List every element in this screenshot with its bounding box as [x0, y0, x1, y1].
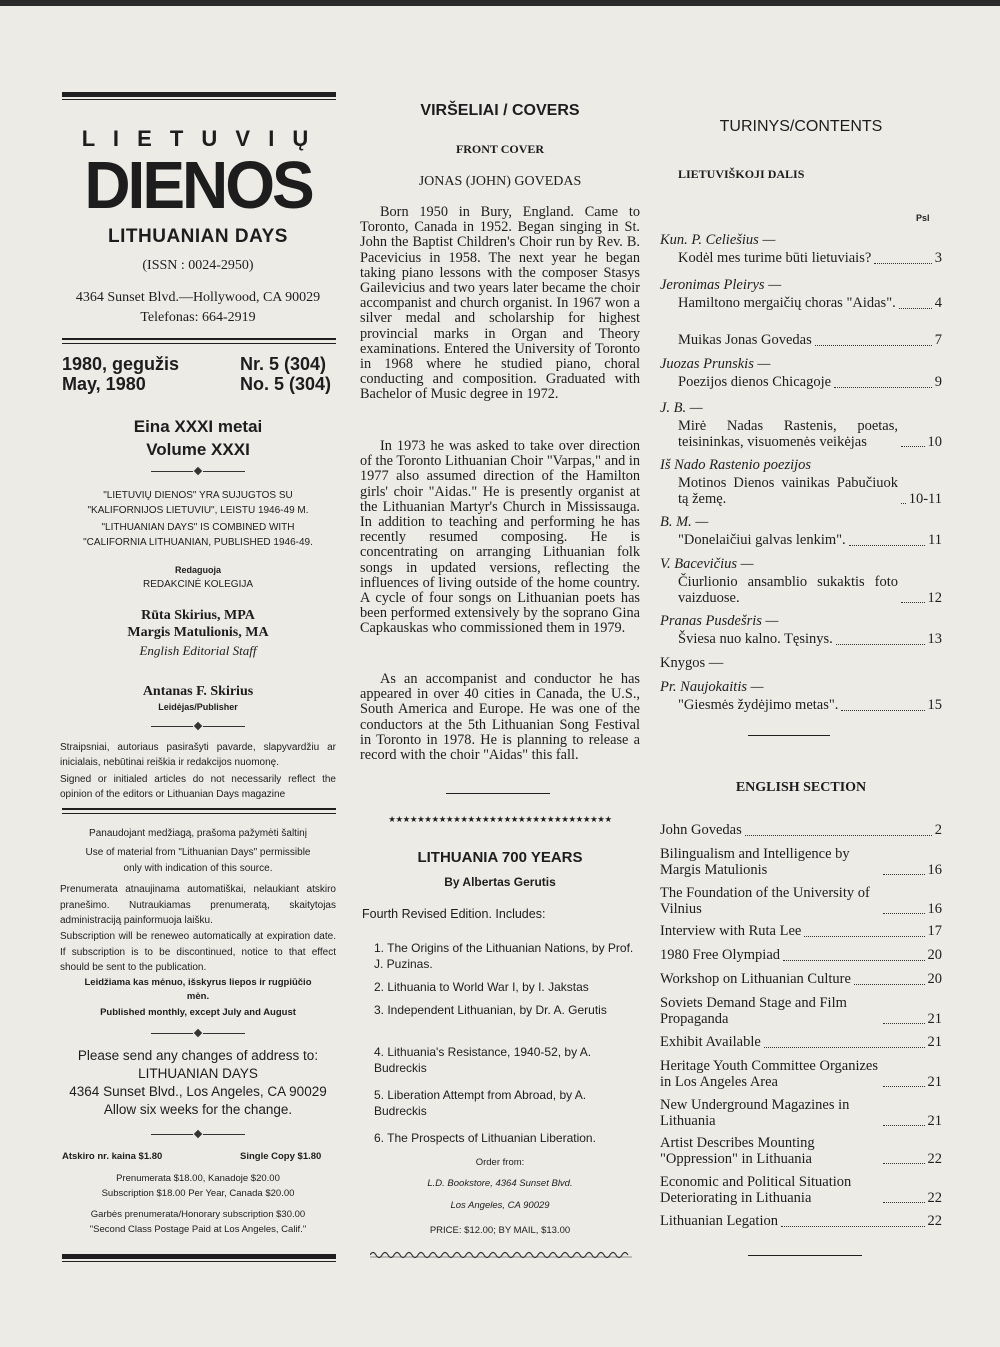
single-copy-lt: Atskiro nr. kaina $1.80 [62, 1151, 163, 1162]
masthead-phone: Telefonas: 664-2919 [140, 310, 256, 325]
covers-end-rule [446, 793, 550, 794]
en-toc-title: Soviets Demand Stage and Film Propaganda [660, 995, 847, 1027]
lt-toc-entry [678, 632, 942, 648]
editor-2: Margis Matulionis, MA [127, 625, 269, 640]
toc-dot-leader [854, 984, 925, 985]
lt-toc-page: 10 [927, 433, 942, 450]
front-cover-label: FRONT COVER [455, 142, 545, 156]
divider-3 [60, 1030, 336, 1036]
masthead-top-thin-rule [62, 99, 336, 100]
cover-paragraph-1: Born 1950 in Bury, England. Came to Toronto, Canada in 1952. Began singing in St. John the Baptist Children's Choir run by Rev. B. Pacevicius in 1958. The next year he began taking piano lessons with the composer Stasys Gailevicius and two years later became the choir accompanist and church organist. In 1967 won a silver medal and scholarship for highest provincial marks in Organ and Theory examinations. Entered the University of Toronto in 1968 where he studied piano, choral conducting and composition. Graduated with Bachelor of Music degree in 1972. [360, 204, 640, 403]
lt-section-heading: LIETUVIŠKOJI DALIS [678, 167, 805, 181]
en-toc-entry [660, 1059, 942, 1090]
toc-dot-leader [815, 345, 932, 346]
lt-toc-title: "Donelaičiui galvas lenkim". [678, 532, 846, 548]
toc-dot-leader [841, 710, 924, 711]
toc-dot-leader [883, 1086, 925, 1087]
en-toc-title: Lithuanian Legation [660, 1213, 778, 1229]
psl-label: Psl [916, 213, 930, 223]
en-toc-entry [660, 823, 942, 839]
book-item-5: 5. Liberation Attempt from Abroad, by A. Budreckis [374, 1088, 587, 1118]
lt-toc-page: 3 [934, 250, 942, 266]
covers-column [360, 0, 640, 1347]
en-toc-page: 20 [927, 971, 942, 987]
book-author: By Albertas Gerutis [444, 875, 556, 889]
lt-toc-entry [678, 476, 942, 507]
lt-toc-entry [660, 656, 942, 672]
combined-note-lt: "LIETUVIŲ DIENOS" YRA SUJUGTOS SU "KALIFORNIJOS LIETUVIU", LEISTU 1946-49 M. [87, 490, 309, 516]
volume-lt: Eina XXXI metai [133, 417, 263, 436]
masthead-rule-2 [62, 343, 336, 344]
lt-toc-page: 12 [927, 589, 942, 606]
covers-heading: VIRŠELIAI / COVERS [420, 102, 580, 119]
en-toc-title: Artist Describes Mounting "Oppression" in Lithuania [660, 1135, 815, 1167]
disclaimer-lt: Straipsniai, autoriaus pasirašyti pavarde, slapyvardžiu ar inicialais, nebūtinai reiškia ir redakcijos nuomonę. [60, 742, 336, 768]
en-toc-entry [660, 847, 942, 878]
masthead-rule-4 [62, 813, 336, 814]
toc-dot-leader [901, 503, 906, 504]
lt-toc-page: 11 [928, 532, 942, 548]
en-toc-title: Workshop on Lithuanian Culture [660, 971, 851, 987]
lt-toc-author: Jeronimas Pleirys — [660, 277, 782, 293]
lt-toc-page: 10-11 [908, 490, 942, 507]
divider-4 [60, 1131, 336, 1137]
order-store: L.D. Bookstore, 4364 Sunset Blvd. [427, 1178, 573, 1189]
masthead-lietuviu: L I E T U V I Ų [81, 126, 315, 151]
lt-toc-title: Mirė Nadas Rastenis, poetas, teisininkas, visuomenės veikėjas [678, 418, 898, 450]
masthead-column [60, 0, 336, 1347]
en-toc-title: John Govedas [660, 822, 742, 838]
en-toc-page: 20 [927, 947, 942, 963]
toc-dot-leader [745, 835, 932, 836]
lt-toc-entry [678, 698, 942, 714]
en-toc-entry [660, 948, 942, 964]
toc-dot-leader [899, 308, 932, 309]
combined-note-en: "LITHUANIAN DAYS" IS COMBINED WITH "CALIFORNIA LITHUANIAN, PUBLISHED 1946-49. [83, 522, 313, 548]
toc-dot-leader [883, 1163, 925, 1164]
cover-paragraph-3: As an accompanist and conductor he has appeared in over 40 cities in Canada, the U.S., South America and Europe. He was one of the conductors at the 5th Lithuanian Song Festival in Toronto in 1978. He is planning to release a record with the choir "Aidas" this fall. [360, 671, 640, 764]
masthead-top-rule [62, 92, 336, 97]
address-change-4: Allow six weeks for the change. [103, 1102, 293, 1117]
lt-toc-author: V. Bacevičius — [660, 556, 754, 572]
en-toc-page: 22 [927, 1213, 942, 1229]
editor-1: Rūta Skirius, MPA [141, 608, 255, 623]
lt-toc-author: J. B. — [660, 400, 703, 416]
en-toc-page: 21 [927, 1010, 942, 1027]
en-toc-page: 21 [927, 1073, 942, 1090]
address-change-1: Please send any changes of address to: [77, 1048, 319, 1063]
volume-en: Volume XXXI [146, 440, 250, 459]
lt-toc-entry [678, 296, 942, 312]
toc-dot-leader [849, 545, 925, 546]
toc-dot-leader [783, 960, 924, 961]
book-ad-stars: ★★★★★★★★★★★★★★★★★★★★★★★★★★★★★★★ [388, 815, 612, 824]
decorative-wave-border [370, 1250, 632, 1260]
lt-toc-entry [678, 575, 942, 606]
toc-dot-leader [804, 936, 924, 937]
lt-toc-author: Iš Nado Rastenio poezijos [660, 457, 812, 473]
en-toc-page: 16 [927, 900, 942, 917]
en-toc-title: Heritage Youth Committee Organizes in Los Angeles Area [660, 1058, 879, 1090]
en-toc-page: 22 [927, 1189, 942, 1206]
cover-person-name: JONAS (JOHN) GOVEDAS [418, 174, 582, 189]
toc-dot-leader [834, 387, 932, 388]
lt-toc-entry [678, 375, 942, 391]
en-toc-page: 2 [934, 822, 942, 838]
postage-note: "Second Class Postage Paid at Los Angeles, Calif." [89, 1224, 307, 1235]
en-toc-title: 1980 Free Olympiad [660, 947, 781, 963]
lt-toc-title: Čiurlionio ansamblio sukaktis foto vaizduose. [678, 574, 898, 606]
book-price: PRICE: $12.00; BY MAIL, $13.00 [429, 1225, 571, 1236]
en-toc-page: 16 [927, 861, 942, 878]
en-toc-entry [660, 1214, 942, 1230]
lt-toc-entry [678, 419, 942, 450]
issue-number-lt: Nr. 5 (304) [240, 354, 327, 374]
lt-toc-title: "Giesmės žydėjimo metas". [678, 697, 839, 713]
monthly-note-en: Published monthly, except July and August [100, 1007, 296, 1018]
en-toc-entry [660, 1098, 942, 1129]
masthead-dienos: DIENOS [84, 147, 312, 223]
disclaimer-en: Signed or initialed articles do not necessarily reflect the opinion of the editors or Lithuanian Days magazine [60, 774, 336, 800]
toc-dot-leader [836, 644, 925, 645]
book-item-4: 4. Lithuania's Resistance, 1940-52, by A. Budreckis [374, 1045, 592, 1075]
lt-toc-page: 13 [927, 631, 942, 647]
lt-toc-title: Kodėl mes turime būti lietuviais? [678, 250, 872, 266]
redakcine-kolegija: REDAKCINĖ KOLEGIJA [142, 579, 254, 590]
en-toc-title: Exhibit Available [660, 1034, 761, 1050]
toc-dot-leader [764, 1047, 925, 1048]
en-toc-entry [660, 996, 942, 1027]
address-change-2: LITHUANIAN DAYS [138, 1066, 258, 1081]
en-toc-entry [660, 1035, 942, 1051]
lt-toc-title: Poezijos dienos Chicagoje [678, 374, 832, 390]
en-toc-end-rule [748, 1255, 862, 1256]
en-section-heading: ENGLISH SECTION [735, 780, 867, 795]
use-note-en: Use of material from "Lithuanian Days" permissible only with indication of this source. [85, 847, 311, 874]
book-item-1: 1. The Origins of the Lithuanian Nations, by Prof. J. Puzinas. [374, 941, 634, 971]
en-toc-page: 17 [927, 923, 942, 939]
lt-toc-author: Juozas Prunskis — [660, 356, 771, 372]
cover-paragraph-2: In 1973 he was asked to take over direction of the Toronto Lithuanian Choir "Varpas," and in 1977 also assumed direction of the Hamilton girls' choir "Aidas." He is presently organist at the Lithuanian Martyr's Church in Mississauga. In addition to teaching and performing he has recently resumed composing. He is concentrating on arranging Lithuanian folk songs in updated versions, reflecting the influences of living outside of the home country. A cycle of four songs on Lithuanian poets has been performed extensively by the soprano Gina Capkauskas who commissioned them in 1979. [360, 438, 640, 637]
subscription-en: Subscription $18.00 Per Year, Canada $20.00 [101, 1188, 295, 1199]
masthead-issn: (ISSN : 0024-2950) [142, 258, 254, 273]
contents-heading: TURINYS/CONTENTS [719, 118, 883, 135]
lt-toc-page: 15 [927, 697, 942, 713]
en-toc-page: 22 [927, 1150, 942, 1167]
masthead-rule-1 [62, 338, 336, 340]
use-note-lt: Panaudojant medžiagą, prašoma pažymėti šaltinį [89, 828, 307, 839]
address-change-3: 4364 Sunset Blvd., Los Angeles, CA 90029 [69, 1084, 327, 1099]
issue-date-en: May, 1980 [62, 374, 146, 394]
order-from: Order from: [475, 1157, 525, 1168]
toc-dot-leader [883, 1202, 925, 1203]
single-copy-en: Single Copy $1.80 [240, 1151, 322, 1162]
contents-column [660, 0, 942, 1347]
honorary-subscription: Garbės prenumerata/Honorary subscription $30.00 [90, 1209, 306, 1220]
toc-dot-leader [901, 602, 925, 603]
subscription-lt: Prenumerata $18.00, Kanadoje $20.00 [116, 1173, 280, 1184]
lt-toc-title: Knygos — [660, 655, 724, 671]
masthead-rule-3 [62, 808, 336, 810]
lt-toc-page: 4 [934, 295, 942, 311]
lt-toc-title: Šviesa nuo kalno. Tęsinys. [678, 631, 833, 647]
en-toc-title: Bilingualism and Intelligence by Margis Matulionis [660, 846, 850, 878]
publisher-title: Leidėjas/Publisher [158, 702, 238, 712]
lt-toc-author: Pr. Naujokaitis — [660, 679, 764, 695]
en-toc-title: The Foundation of the University of Vilnius [660, 885, 870, 917]
divider-2 [60, 723, 336, 729]
masthead-bottom-rule [62, 1254, 336, 1259]
en-toc-title: Economic and Political Situation Deteriorating in Lithuania [660, 1174, 852, 1206]
order-city: Los Angeles, CA 90029 [450, 1200, 550, 1211]
lt-toc-entry [678, 251, 942, 267]
lt-toc-page: 9 [934, 374, 942, 390]
lt-toc-end-rule [748, 735, 830, 736]
editorial-staff: English Editorial Staff [139, 643, 257, 658]
lt-toc-entry [678, 333, 942, 349]
masthead-bottom-thin-rule [62, 1261, 336, 1262]
en-toc-title: New Underground Magazines in Lithuania [660, 1097, 850, 1129]
en-toc-entry [660, 972, 942, 988]
toc-dot-leader [874, 263, 931, 264]
toc-dot-leader [883, 913, 925, 914]
lt-toc-author: B. M. — [660, 514, 709, 530]
book-item-3: 3. Independent Lithuanian, by Dr. A. Gerutis [374, 1003, 607, 1017]
toc-dot-leader [883, 1125, 925, 1126]
masthead-lithuanian-days: LITHUANIAN DAYS [108, 226, 288, 247]
en-toc-page: 21 [927, 1034, 942, 1050]
lt-toc-author: Pranas Pusdešris — [660, 613, 779, 629]
en-toc-entry [660, 886, 942, 917]
toc-dot-leader [883, 1023, 925, 1024]
lt-toc-author: Kun. P. Celiešius — [660, 232, 776, 248]
book-edition: Fourth Revised Edition. Includes: [362, 907, 546, 921]
monthly-note-lt: Leidžiama kas mėnuo, išskyrus liepos ir rugpiūčio mėn. [84, 977, 312, 1002]
book-item-2: 2. Lithuania to World War I, by I. Jakstas [374, 980, 589, 994]
en-toc-title: Interview with Ruta Lee [660, 923, 802, 939]
lt-toc-title: Motinos Dienos vainikas Pabučiuok tą žemę. [678, 475, 898, 507]
en-toc-entry [660, 1136, 942, 1167]
en-toc-page: 21 [927, 1112, 942, 1129]
toc-dot-leader [901, 446, 925, 447]
issue-date-lt: 1980, gegužis [62, 354, 180, 374]
renew-note-lt: Prenumerata atnaujinama automatiškai, nelaukiant atskiro pranešimo. Nutraukiamas prenumeratą, skaitytojas administraciją painformuoja laišku. [60, 884, 336, 926]
book-title: LITHUANIA 700 YEARS [417, 849, 583, 866]
toc-dot-leader [781, 1226, 925, 1227]
lt-toc-entry [678, 533, 942, 549]
lt-toc-title: Hamiltono mergaičių choras "Aidas". [678, 295, 896, 311]
issue-number-en: No. 5 (304) [240, 374, 332, 394]
masthead-address: 4364 Sunset Blvd.—Hollywood, CA 90029 [75, 290, 321, 305]
en-toc-entry [660, 924, 942, 940]
lt-toc-title: Muikas Jonas Govedas [678, 332, 812, 348]
lt-toc-page: 7 [934, 332, 942, 348]
book-item-6: 6. The Prospects of Lithuanian Liberation. [374, 1131, 596, 1145]
divider-1 [60, 468, 336, 474]
renew-note-en: Subscription will be reneweo automatically at expiration date. If subscription is to be discontinued, notice to that effect should be sent to the publication. [60, 931, 336, 973]
en-toc-entry [660, 1175, 942, 1206]
publisher-name: Antanas F. Skirius [142, 684, 254, 699]
toc-dot-leader [883, 874, 925, 875]
redaguoja-label: Redaguoja [174, 565, 221, 575]
